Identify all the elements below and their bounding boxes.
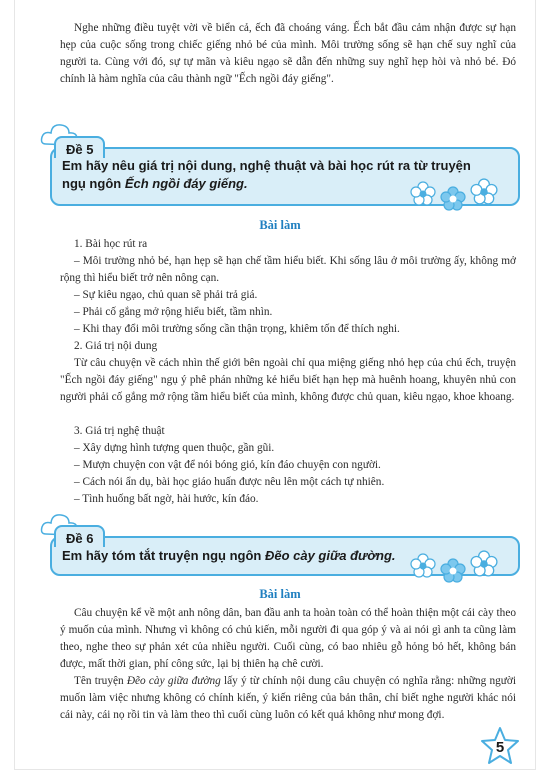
de6-answer-heading: Bài làm [259,587,301,601]
de6-paragraph-1: Câu chuyện kể về một anh nông dân, ban đầu anh ta hoàn toàn có thể hoàn thiện một cái cày theo ý muốn của mình. Nhưng vì không có chủ kiến, mỗi người đi qua góp ý và ai nói gì anh ta cũng làm theo, nghe theo sự phản xét của nhiều người. Cuối cùng, có bao nhiêu gỗ hỏng bỏ hết, không bán được, mất thời gian, phí công sức, lại bị thiên hạ chê cười. [60,607,516,670]
de5-answer-heading: Bài làm [259,218,301,232]
de6-paragraph-2 [60,673,516,724]
flower-icon [470,550,498,578]
page-number: 5 [495,739,505,756]
de5-line: – Phải cố gắng mở rộng hiểu biết, tầm nhìn. [74,306,273,318]
de5-line: – Khi thay đổi môi trường sống cần thận trọng, khiêm tốn để thích nghi. [74,323,400,335]
flower-icon [470,178,498,206]
de5-line: Từ câu chuyện về cách nhìn thế giới bên ngoài chỉ qua miệng giếng nhỏ hẹp của chú ếch, truyện "Ếch ngồi đáy giếng" ngụ ý phê phán những kẻ hiểu biết hạn hẹp mà huênh hoang, khuyên nhủ con người phải cố gắng mở rộng tầm hiểu biết của mình, không được chủ quan, kiêu ngạo, khoe khoang. [60,357,516,403]
de6-para2-title: Đẽo cày giữa đường [126,675,221,687]
de5-tab [54,136,105,158]
de5-line: 2. Giá trị nội dung [74,340,158,352]
de6-para2-rest: lấy ý từ chính nội dung câu chuyện có nghĩa rằng: những người muốn làm việc nhưng không có chính kiến, ý kiến riêng của bản thân, chỉ biết nghe người khác nói cái này, cái nọ rồi tin và làm theo thì cuối cùng luôn có kết quả không như mong đợi. [60,675,517,721]
flower-icon [410,181,436,207]
de6-para2-prefix: Tên truyện [74,675,127,687]
de6-prompt-title: Đẽo cày giữa đường. [264,548,396,563]
de6-tab [54,525,105,547]
de6-prompt-text: Em hãy tóm tắt truyện ngụ ngôn [62,548,265,563]
de6-tab-label: Đề 6 [66,531,94,546]
de5-tab-label: Đề 5 [66,142,94,157]
de5-line: – Môi trường nhỏ bé, hạn hẹp sẽ hạn chế tầm hiểu biết. Khi sống lâu ở môi trường ấy, không mở rộng thì hiểu biết trở nên nông cạn. [60,255,516,284]
de5-line: 3. Giá trị nghệ thuật [74,425,165,437]
de5-line: – Sự kiêu ngạo, chủ quan sẽ phải trả giá. [74,289,258,301]
flower-icon [410,553,436,579]
de5-prompt-title: Ếch ngồi đáy giếng. [124,176,248,191]
de5-line: 1. Bài học rút ra [74,238,148,250]
flower-icon [440,186,466,212]
de5-line: – Xây dựng hình tượng quen thuộc, gần gũi. [74,442,275,454]
intro-paragraph: Nghe những điều tuyệt vời về biển cả, ếch đã choáng váng. Ếch bắt đầu cảm nhận được sự hạn hẹp của cuộc sống trong chiếc giếng nhỏ bé của mình. Môi trường sống sẽ hạn chế suy nghĩ của người ta. Cùng với đó, sự tự mãn và kiêu ngạo sẽ dẫn đến những suy nghĩ hẹp hòi và nhỏ bé. Đó chính là hàm nghĩa của câu thành ngữ "Ếch ngồi đáy giếng". [60,22,516,85]
de5-line: – Tình huống bất ngờ, hài hước, kín đáo. [74,493,259,505]
flower-icon [440,558,466,584]
de5-prompt-text: Em hãy nêu giá trị nội dung, nghệ thuật và bài học rút ra từ truyện ngụ ngôn [62,158,471,191]
de6-prompt [62,547,412,565]
de5-line: – Cách nói ẩn dụ, bài học giáo huấn được nêu lên một cách tự nhiên. [74,476,385,488]
de5-line: – Mượn chuyện con vật để nói bóng gió, kín đáo chuyện con người. [74,459,381,471]
